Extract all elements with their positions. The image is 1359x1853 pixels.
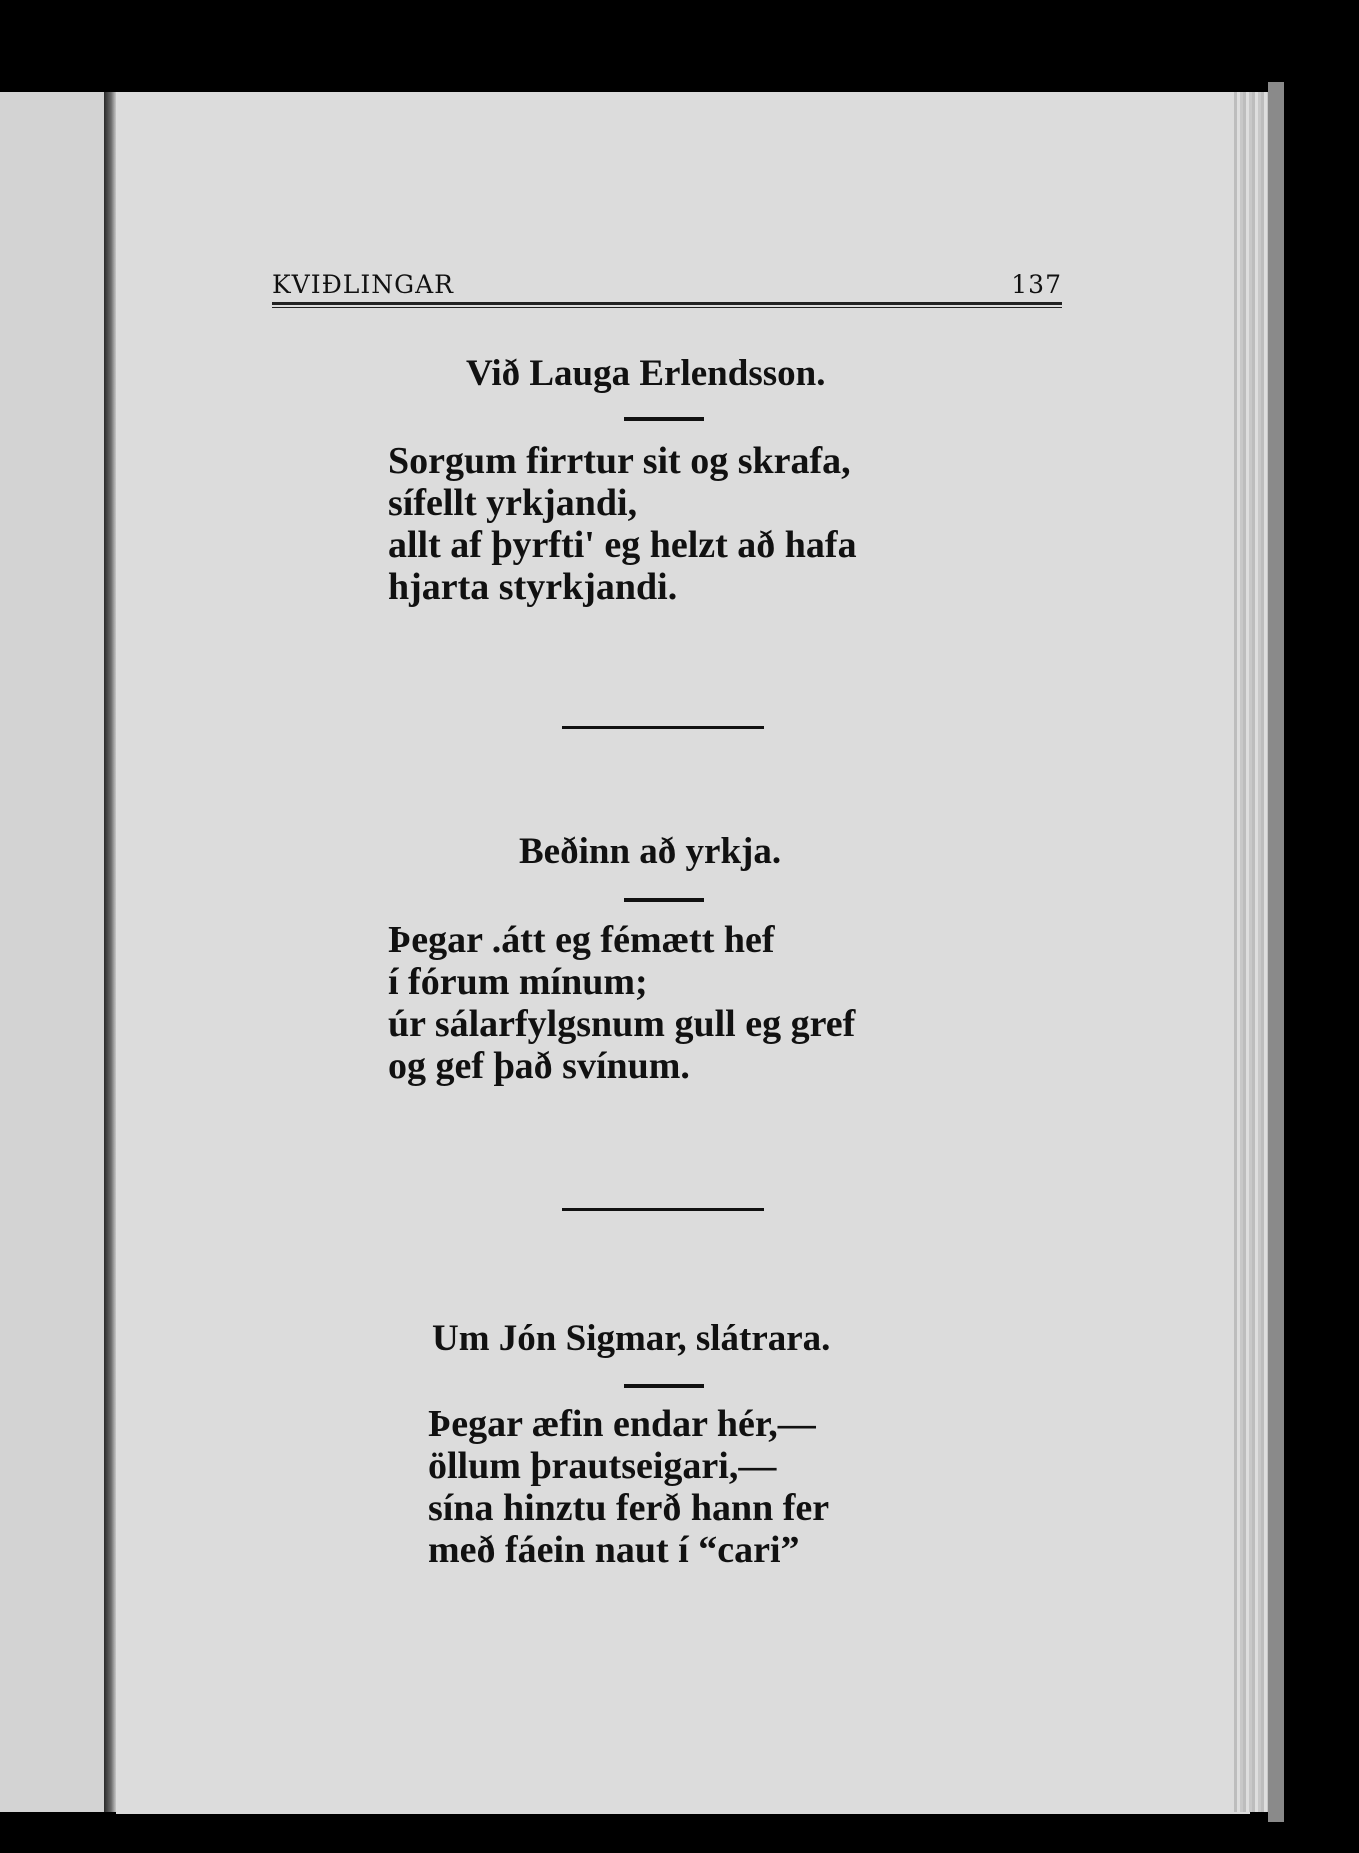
header-rule	[272, 302, 1062, 308]
poem-stanza-1	[388, 440, 857, 608]
poem-title-rule-1	[624, 417, 704, 421]
section-divider-2	[562, 1208, 764, 1211]
left-page	[0, 92, 108, 1812]
book-gutter	[104, 92, 116, 1812]
verse-line: Sorgum firrtur sit og skrafa,	[388, 440, 851, 482]
verse-line: Þegar æfin endar hér,—	[428, 1403, 816, 1445]
poem-title-1: Við Lauga Erlendsson.	[466, 353, 826, 394]
verse-line: allt af þyrfti' eg helzt að hafa	[388, 524, 857, 566]
poem-title-2: Beðinn að yrkja.	[519, 831, 782, 872]
verse-line: og gef það svínum.	[388, 1045, 690, 1087]
verse-line: í fórum mínum;	[388, 961, 648, 1003]
cover-edge	[1268, 82, 1284, 1822]
verse-line: úr sálarfylgsnum gull eg gref	[388, 1003, 856, 1045]
poem-stanza-3	[428, 1403, 829, 1571]
verse-line: Þegar .átt eg fémætt hef	[388, 919, 775, 961]
page-number: 137	[1011, 270, 1062, 299]
verse-line: hjarta styrkjandi.	[388, 566, 678, 608]
running-title: KVIÐLINGAR	[272, 270, 454, 299]
poem-title-rule-2	[624, 898, 704, 902]
verse-line: öllum þrautseigari,—	[428, 1445, 777, 1487]
page-edges	[1234, 92, 1268, 1812]
poem-stanza-2	[388, 919, 855, 1087]
verse-line: sífellt yrkjandi,	[388, 482, 638, 524]
section-divider-1	[562, 726, 764, 729]
verse-line: með fáein naut í “cari”	[428, 1529, 800, 1571]
poem-title-rule-3	[624, 1384, 704, 1388]
verse-line: sína hinztu ferð hann fer	[428, 1487, 830, 1529]
poem-title-3: Um Jón Sigmar, slátrara.	[432, 1318, 831, 1359]
